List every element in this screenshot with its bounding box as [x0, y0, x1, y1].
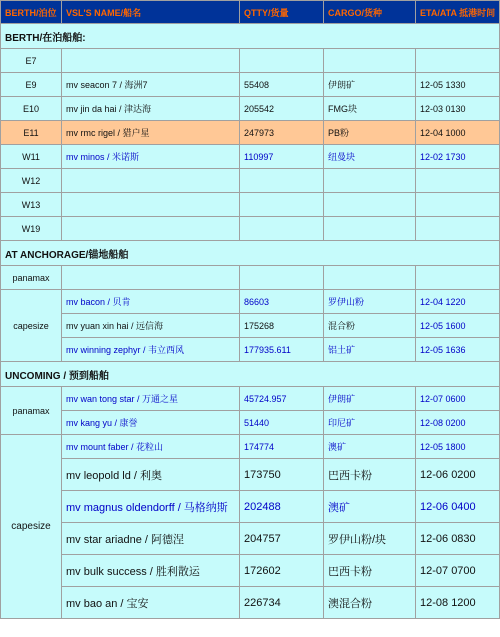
vessel-name-cell: mv jin da hai / 津达海 — [62, 97, 240, 121]
vessel-name-cell: mv rmc rigel / 猎户星 — [62, 121, 240, 145]
berth-cell: E9 — [1, 73, 62, 97]
table-row — [1, 290, 500, 314]
table-row — [1, 338, 500, 362]
eta-cell: 12-04 1000 — [416, 121, 500, 145]
eta-cell: 12-06 0830 — [416, 523, 500, 555]
cargo-cell: 伊朗矿 — [324, 73, 416, 97]
vessel-class-cell: panamax — [1, 266, 62, 290]
eta-cell: 12-02 1730 — [416, 145, 500, 169]
eta-cell — [416, 193, 500, 217]
cargo-cell — [324, 193, 416, 217]
header-row — [1, 1, 500, 24]
quantity-cell — [240, 217, 324, 241]
vessel-name-cell: mv wan tong star / 万通之星 — [62, 387, 240, 411]
table-row — [1, 459, 500, 491]
cargo-cell — [324, 217, 416, 241]
eta-cell: 12-08 0200 — [416, 411, 500, 435]
vessel-name-cell: mv magnus oldendorff / 马格纳斯 — [62, 491, 240, 523]
quantity-cell: 172602 — [240, 555, 324, 587]
quantity-cell: 226734 — [240, 587, 324, 619]
vessel-name-cell: mv mount faber / 花粒山 — [62, 435, 240, 459]
table-row — [1, 387, 500, 411]
quantity-cell: 51440 — [240, 411, 324, 435]
table-row — [1, 491, 500, 523]
table-row — [1, 169, 500, 193]
vessel-name-cell: mv leopold ld / 利奥 — [62, 459, 240, 491]
section-upcoming-title: UNCOMING / 预到船舶 — [1, 362, 500, 387]
quantity-cell: 202488 — [240, 491, 324, 523]
vessel-name-cell: mv yuan xin hai / 远信海 — [62, 314, 240, 338]
cargo-cell: 纽曼块 — [324, 145, 416, 169]
cargo-cell: 印尼矿 — [324, 411, 416, 435]
berth-cell: E10 — [1, 97, 62, 121]
table-row — [1, 217, 500, 241]
quantity-cell: 205542 — [240, 97, 324, 121]
table-row — [1, 555, 500, 587]
eta-cell: 12-04 1220 — [416, 290, 500, 314]
quantity-cell — [240, 49, 324, 73]
vessel-class-cell: capesize — [1, 290, 62, 362]
vessel-name-cell: mv bulk success / 胜利散运 — [62, 555, 240, 587]
table-row — [1, 193, 500, 217]
cargo-cell — [324, 169, 416, 193]
cargo-cell: FMG块 — [324, 97, 416, 121]
cargo-cell: 巴西卡粉 — [324, 555, 416, 587]
table-row — [1, 435, 500, 459]
header-cargo: CARGO/货种 — [324, 1, 416, 24]
eta-cell — [416, 266, 500, 290]
vessel-name-cell — [62, 266, 240, 290]
cargo-cell: 罗伊山粉 — [324, 290, 416, 314]
section-anchorage-title: AT ANCHORAGE/锚地船舶 — [1, 241, 500, 266]
quantity-cell — [240, 169, 324, 193]
section-anchorage — [1, 241, 500, 266]
table-row — [1, 587, 500, 619]
header-berth: BERTH/泊位 — [1, 1, 62, 24]
vessel-name-cell — [62, 49, 240, 73]
berth-cell: W13 — [1, 193, 62, 217]
cargo-cell — [324, 266, 416, 290]
vessel-name-cell: mv star ariadne / 阿德涅 — [62, 523, 240, 555]
vessel-name-cell: mv minos / 米诺斯 — [62, 145, 240, 169]
quantity-cell: 204757 — [240, 523, 324, 555]
section-berth — [1, 24, 500, 49]
eta-cell — [416, 49, 500, 73]
quantity-cell: 55408 — [240, 73, 324, 97]
cargo-cell: 罗伊山粉/块 — [324, 523, 416, 555]
eta-cell — [416, 169, 500, 193]
vessel-name-cell — [62, 217, 240, 241]
eta-cell: 12-07 0600 — [416, 387, 500, 411]
table-row — [1, 266, 500, 290]
eta-cell: 12-05 1330 — [416, 73, 500, 97]
table-row — [1, 73, 500, 97]
quantity-cell: 174774 — [240, 435, 324, 459]
table-row — [1, 145, 500, 169]
cargo-cell: 巴西卡粉 — [324, 459, 416, 491]
cargo-cell: 混合粉 — [324, 314, 416, 338]
section-berth-title: BERTH/在泊船舶: — [1, 24, 500, 49]
cargo-cell: 澳混合粉 — [324, 587, 416, 619]
vessel-class-cell: panamax — [1, 387, 62, 435]
vessel-name-cell: mv winning zephyr / 韦立西风 — [62, 338, 240, 362]
vessel-name-cell — [62, 193, 240, 217]
berth-cell: W19 — [1, 217, 62, 241]
cargo-cell: 澳矿 — [324, 491, 416, 523]
vessel-name-cell — [62, 169, 240, 193]
quantity-cell — [240, 266, 324, 290]
vessel-class-cell: capesize — [1, 435, 62, 619]
vessel-name-cell: mv kang yu / 康誉 — [62, 411, 240, 435]
section-upcoming — [1, 362, 500, 387]
table-row — [1, 49, 500, 73]
quantity-cell: 86603 — [240, 290, 324, 314]
berth-cell: W11 — [1, 145, 62, 169]
table-row — [1, 97, 500, 121]
cargo-cell: 澳矿 — [324, 435, 416, 459]
header-quantity: QTTY/货量 — [240, 1, 324, 24]
eta-cell: 12-06 0200 — [416, 459, 500, 491]
eta-cell: 12-05 1636 — [416, 338, 500, 362]
quantity-cell: 45724.957 — [240, 387, 324, 411]
eta-cell: 12-03 0130 — [416, 97, 500, 121]
table-row — [1, 314, 500, 338]
quantity-cell: 175268 — [240, 314, 324, 338]
eta-cell: 12-06 0400 — [416, 491, 500, 523]
eta-cell: 12-08 1200 — [416, 587, 500, 619]
berth-cell: E11 — [1, 121, 62, 145]
cargo-cell — [324, 49, 416, 73]
quantity-cell: 247973 — [240, 121, 324, 145]
cargo-cell: 铝土矿 — [324, 338, 416, 362]
cargo-cell: 伊朗矿 — [324, 387, 416, 411]
vessel-name-cell: mv bacon / 贝肯 — [62, 290, 240, 314]
vessel-name-cell: mv seacon 7 / 海洲7 — [62, 73, 240, 97]
vessel-name-cell: mv bao an / 宝安 — [62, 587, 240, 619]
quantity-cell: 110997 — [240, 145, 324, 169]
cargo-cell: PB粉 — [324, 121, 416, 145]
quantity-cell: 177935.611 — [240, 338, 324, 362]
header-eta: ETA/ATA 抵港时间 — [416, 1, 500, 24]
table-row-highlighted — [1, 121, 500, 145]
berth-cell: W12 — [1, 169, 62, 193]
berth-cell: E7 — [1, 49, 62, 73]
table-row — [1, 523, 500, 555]
eta-cell: 12-05 1600 — [416, 314, 500, 338]
eta-cell: 12-05 1800 — [416, 435, 500, 459]
quantity-cell — [240, 193, 324, 217]
eta-cell — [416, 217, 500, 241]
quantity-cell: 173750 — [240, 459, 324, 491]
eta-cell: 12-07 0700 — [416, 555, 500, 587]
table-row — [1, 411, 500, 435]
header-vessel-name: VSL'S NAME/船名 — [62, 1, 240, 24]
